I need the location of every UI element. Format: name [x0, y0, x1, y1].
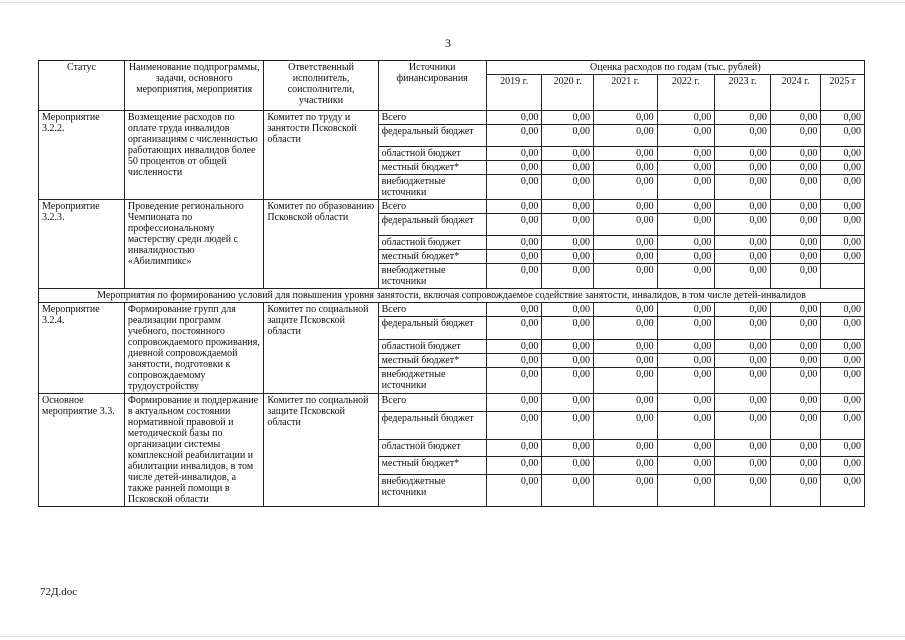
row-value: 0,00 [657, 457, 715, 475]
row-value: 0,00 [486, 339, 542, 353]
row-value: 0,00 [715, 175, 771, 200]
row-name: Формирование групп для реализации программ учебного, постоянного сопровождаемого проживания, дневной сопровождаемой занятости, подготовки к сопровождаемому трудоустройству [124, 303, 264, 394]
row-value: 0,00 [821, 125, 865, 147]
row-value: 0,00 [657, 147, 715, 161]
row-value: 0,00 [593, 303, 657, 317]
header-year: 2019 г. [486, 75, 542, 111]
row-value: 0,00 [593, 339, 657, 353]
row-value: 0,00 [486, 125, 542, 147]
header-status: Статус [39, 61, 125, 111]
row-value: 0,00 [657, 161, 715, 175]
header-name: Наименование подпрограммы, задачи, основного мероприятия, мероприятия [124, 61, 264, 111]
row-value: 0,00 [770, 236, 821, 250]
row-value: 0,00 [657, 175, 715, 200]
row-value: 0,00 [486, 475, 542, 507]
row-value: 0,00 [821, 411, 865, 439]
row-value: 0,00 [593, 475, 657, 507]
row-value: 0,00 [593, 354, 657, 368]
row-value: 0,00 [821, 161, 865, 175]
row-source: местный бюджет* [378, 161, 486, 175]
row-value: 0,00 [542, 368, 594, 394]
row-value: 0,00 [821, 354, 865, 368]
row-value: 0,00 [821, 317, 865, 339]
row-value: 0,00 [821, 111, 865, 125]
row-source: областной бюджет [378, 147, 486, 161]
row-value: 0,00 [770, 439, 821, 457]
row-value: 0,00 [657, 475, 715, 507]
row-value: 0,00 [821, 439, 865, 457]
row-value: 0,00 [593, 394, 657, 412]
header-year: 2022 г. [657, 75, 715, 111]
footer-filename: 72Д.doc [40, 586, 78, 598]
row-value: 0,00 [486, 236, 542, 250]
row-source: внебюджетные источники [378, 475, 486, 507]
row-value: 0,00 [715, 303, 771, 317]
row-value: 0,00 [593, 200, 657, 214]
row-value: 0,00 [821, 200, 865, 214]
row-source: федеральный бюджет [378, 411, 486, 439]
row-source: федеральный бюджет [378, 317, 486, 339]
row-value: 0,00 [593, 214, 657, 236]
header-year: 2021 г. [593, 75, 657, 111]
table-row [39, 111, 865, 125]
row-value: 0,00 [657, 303, 715, 317]
row-value: 0,00 [542, 111, 594, 125]
row-value: 0,00 [593, 125, 657, 147]
row-value: 0,00 [821, 250, 865, 264]
row-value: 0,00 [593, 457, 657, 475]
row-value: 0,00 [770, 475, 821, 507]
row-value: 0,00 [821, 175, 865, 200]
row-value: 0,00 [715, 147, 771, 161]
row-value: 0,00 [657, 214, 715, 236]
row-source: внебюджетные источники [378, 175, 486, 200]
row-value: 0,00 [770, 303, 821, 317]
row-status: Основное мероприятие 3.3. [39, 394, 125, 507]
row-value: 0,00 [821, 236, 865, 250]
row-value: 0,00 [821, 394, 865, 412]
row-value: 0,00 [715, 236, 771, 250]
row-source: местный бюджет* [378, 354, 486, 368]
budget-table [38, 60, 865, 507]
row-value: 0,00 [770, 339, 821, 353]
row-value: 0,00 [715, 368, 771, 394]
row-value: 0,00 [542, 250, 594, 264]
row-value: 0,00 [486, 250, 542, 264]
row-value: 0,00 [657, 264, 715, 289]
row-value: 0,00 [486, 264, 542, 289]
row-value: 0,00 [486, 111, 542, 125]
row-value: 0,00 [715, 125, 771, 147]
row-value: 0,00 [770, 457, 821, 475]
row-value: 0,00 [715, 111, 771, 125]
table-row [39, 303, 865, 317]
row-value: 0,00 [715, 200, 771, 214]
row-value: 0,00 [542, 264, 594, 289]
row-value: 0,00 [486, 439, 542, 457]
row-value: 0,00 [542, 411, 594, 439]
row-source: федеральный бюджет [378, 125, 486, 147]
row-value: 0,00 [770, 354, 821, 368]
row-value: 0,00 [542, 214, 594, 236]
row-value: 0,00 [715, 439, 771, 457]
row-value: 0,00 [542, 125, 594, 147]
row-value: 0,00 [657, 354, 715, 368]
row-value: 0,00 [593, 368, 657, 394]
row-value: 0,00 [657, 439, 715, 457]
header-year: 2024 г. [770, 75, 821, 111]
row-value: 0,00 [542, 475, 594, 507]
row-value: 0,00 [715, 317, 771, 339]
row-value: 0,00 [770, 147, 821, 161]
row-value: 0,00 [657, 236, 715, 250]
row-value: 0,00 [821, 303, 865, 317]
row-value: 0,00 [542, 317, 594, 339]
row-value: 0,00 [542, 394, 594, 412]
row-value: 0,00 [593, 175, 657, 200]
row-value: 0,00 [821, 339, 865, 353]
row-value: 0,00 [715, 214, 771, 236]
row-status: Мероприятие 3.2.3. [39, 200, 125, 289]
row-value: 0,00 [542, 339, 594, 353]
row-responsible: Комитет по социальной защите Псковской области [264, 394, 378, 507]
header-sources: Источники финансирования [378, 61, 486, 111]
row-value: 0,00 [715, 161, 771, 175]
row-value: 0,00 [542, 457, 594, 475]
row-value: 0,00 [542, 200, 594, 214]
row-responsible: Комитет по труду и занятости Псковской области [264, 111, 378, 200]
row-value: 0,00 [593, 250, 657, 264]
row-value: 0,00 [486, 175, 542, 200]
row-source: Всего [378, 111, 486, 125]
row-value: 0,00 [821, 214, 865, 236]
row-responsible: Комитет по социальной защите Псковской области [264, 303, 378, 394]
row-value: 0,00 [486, 200, 542, 214]
row-name: Проведение регионального Чемпионата по профессиональному мастерству среди людей с инвалидностью «Абилимпикс» [124, 200, 264, 289]
row-value: 0,00 [593, 111, 657, 125]
row-source: областной бюджет [378, 236, 486, 250]
row-source: внебюджетные источники [378, 368, 486, 394]
row-status: Мероприятие 3.2.2. [39, 111, 125, 200]
row-value: 0,00 [486, 394, 542, 412]
row-value: 0,00 [593, 147, 657, 161]
section-title: Мероприятия по формированию условий для повышения уровня занятости, включая сопровождаемое содействие занятости, инвалидов, в том числе детей-инвалидов [39, 289, 865, 303]
row-value: 0,00 [770, 161, 821, 175]
row-value: 0,00 [770, 200, 821, 214]
row-value: 0,00 [770, 175, 821, 200]
row-source: местный бюджет* [378, 250, 486, 264]
row-value: 0,00 [770, 411, 821, 439]
row-name: Формирование и поддержание в актуальном состоянии нормативной правовой и методической базы по организации системы комплексной реабилитации и абилитации инвалидов, в том числе детей-инвалидов, а также ранней помощи в Псковской области [124, 394, 264, 507]
row-value: 0,00 [657, 111, 715, 125]
row-value: 0,00 [593, 411, 657, 439]
header-year: 2023 г. [715, 75, 771, 111]
row-source: Всего [378, 200, 486, 214]
row-value: 0,00 [715, 354, 771, 368]
section-row [39, 289, 865, 303]
row-value: 0,00 [486, 411, 542, 439]
row-value: 0,00 [593, 161, 657, 175]
header-year: 2020 г. [542, 75, 594, 111]
row-value: 0,00 [542, 439, 594, 457]
row-value: 0,00 [657, 125, 715, 147]
row-value [821, 264, 865, 289]
header-responsible: Ответственный исполнитель, соисполнители, участники [264, 61, 378, 111]
row-value: 0,00 [593, 439, 657, 457]
row-value: 0,00 [770, 125, 821, 147]
header-year: 2025 г [821, 75, 865, 111]
row-value: 0,00 [770, 368, 821, 394]
row-source: Всего [378, 394, 486, 412]
row-value: 0,00 [657, 200, 715, 214]
row-value: 0,00 [715, 250, 771, 264]
row-value: 0,00 [542, 354, 594, 368]
row-value: 0,00 [593, 236, 657, 250]
row-value: 0,00 [770, 214, 821, 236]
row-source: федеральный бюджет [378, 214, 486, 236]
row-value: 0,00 [657, 394, 715, 412]
table-row [39, 394, 865, 412]
row-responsible: Комитет по образованию Псковской области [264, 200, 378, 289]
row-source: внебюджетные источники [378, 264, 486, 289]
row-source: местный бюджет* [378, 457, 486, 475]
row-value: 0,00 [486, 147, 542, 161]
row-status: Мероприятие 3.2.4. [39, 303, 125, 394]
row-value: 0,00 [657, 339, 715, 353]
scan-edge-top [0, 2, 905, 3]
row-value: 0,00 [486, 368, 542, 394]
row-value: 0,00 [657, 250, 715, 264]
row-value: 0,00 [657, 317, 715, 339]
row-value: 0,00 [657, 411, 715, 439]
row-value: 0,00 [593, 264, 657, 289]
row-value: 0,00 [715, 457, 771, 475]
row-value: 0,00 [542, 236, 594, 250]
row-value: 0,00 [486, 317, 542, 339]
row-value: 0,00 [542, 175, 594, 200]
row-value: 0,00 [486, 214, 542, 236]
scan-edge-bottom [0, 636, 905, 637]
row-value: 0,00 [542, 147, 594, 161]
row-value: 0,00 [821, 147, 865, 161]
page-number: 3 [445, 36, 451, 50]
row-value: 0,00 [770, 111, 821, 125]
header-estimate: Оценка расходов по годам (тыс. рублей) [486, 61, 864, 75]
table-row [39, 200, 865, 214]
row-value: 0,00 [486, 161, 542, 175]
row-value: 0,00 [715, 394, 771, 412]
row-value: 0,00 [821, 457, 865, 475]
row-value: 0,00 [486, 354, 542, 368]
row-value: 0,00 [542, 161, 594, 175]
row-source: Всего [378, 303, 486, 317]
row-value: 0,00 [821, 368, 865, 394]
row-source: областной бюджет [378, 339, 486, 353]
row-source: областной бюджет [378, 439, 486, 457]
row-value: 0,00 [715, 264, 771, 289]
row-value: 0,00 [715, 339, 771, 353]
row-name: Возмещение расходов по оплате труда инвалидов организациям с численностью работающих инвалидов более 50 процентов от общей численности [124, 111, 264, 200]
row-value: 0,00 [821, 475, 865, 507]
row-value: 0,00 [770, 264, 821, 289]
row-value: 0,00 [770, 394, 821, 412]
row-value: 0,00 [715, 411, 771, 439]
row-value: 0,00 [715, 475, 771, 507]
row-value: 0,00 [486, 303, 542, 317]
row-value: 0,00 [593, 317, 657, 339]
row-value: 0,00 [486, 457, 542, 475]
row-value: 0,00 [770, 250, 821, 264]
row-value: 0,00 [657, 368, 715, 394]
row-value: 0,00 [542, 303, 594, 317]
row-value: 0,00 [770, 317, 821, 339]
